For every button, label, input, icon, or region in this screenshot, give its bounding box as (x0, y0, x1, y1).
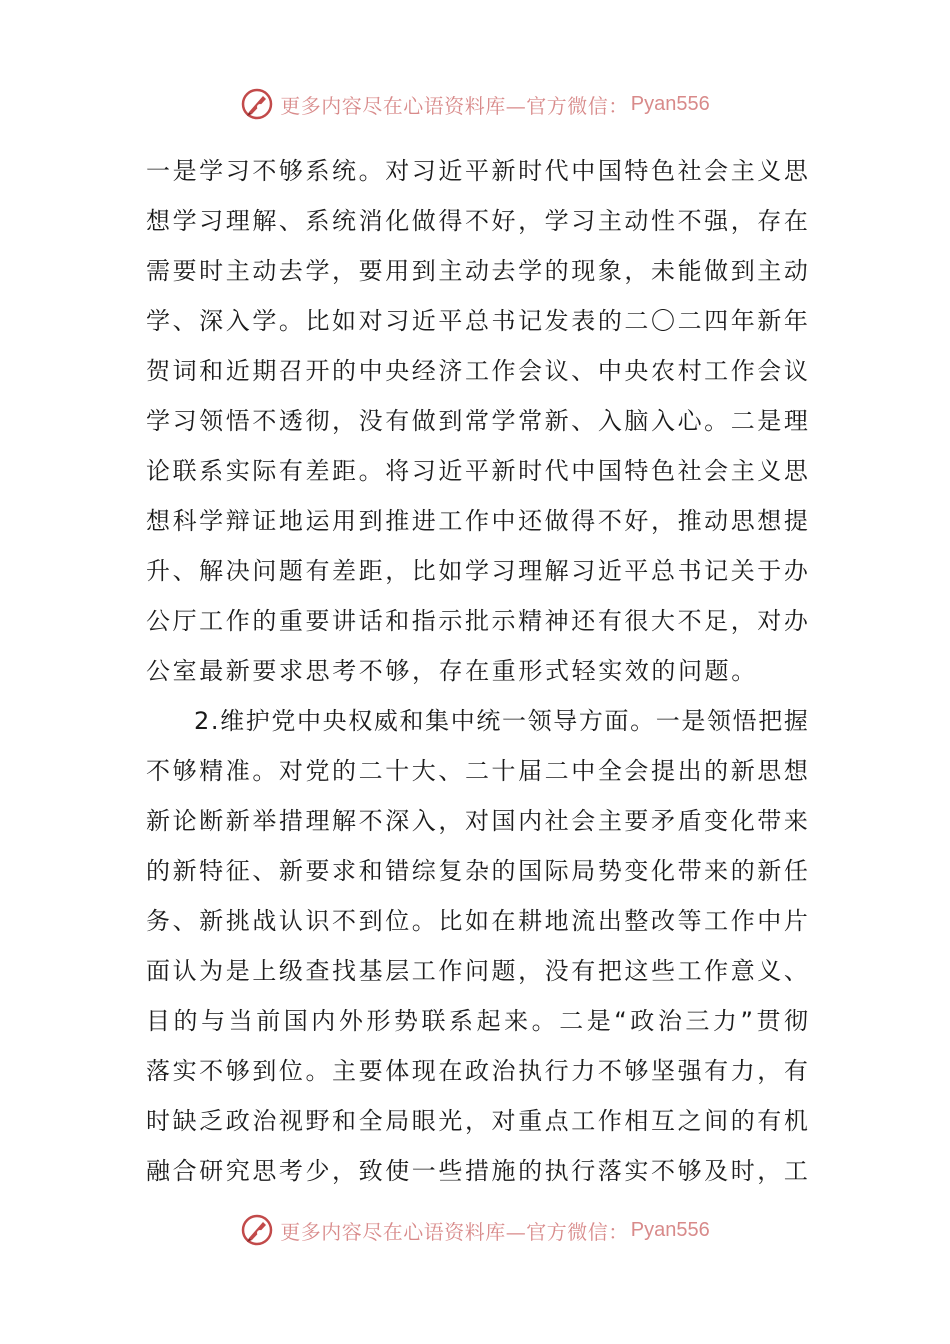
pen-logo-icon (240, 1213, 274, 1247)
text-line: 想 学 习 理 解 、 系 统 消 化 做 得 不 好 ， 学 习 主 动 性 不 强 ， 存 在 (146, 207, 808, 235)
text-line: 2 . 维 护 党 中 央 权 威 和 集 中 统 一 领 导 方 面 。 一 是 领 悟 把 握 (194, 707, 808, 735)
watermark-brand: Pyan556 (630, 1218, 710, 1241)
text-line: 学 习 领 悟 不 透 彻 ， 没 有 做 到 常 学 常 新 、 入 脑 入 心 。 二 是 理 (146, 407, 808, 435)
text-line: 时 缺 乏 政 治 视 野 和 全 局 眼 光 ， 对 重 点 工 作 相 互 之 间 的 有 机 (146, 1107, 808, 1135)
watermark-header (0, 82, 950, 126)
document-body (146, 146, 808, 1196)
watermark-brand: Pyan556 (630, 92, 710, 115)
pen-logo-icon (240, 87, 274, 121)
text-line: 需 要 时 主 动 去 学 ， 要 用 到 主 动 去 学 的 现 象 ， 未 能 做 到 主 动 (146, 257, 808, 285)
text-line: 贺 词 和 近 期 召 开 的 中 央 经 济 工 作 会 议 、 中 央 农 村 工 作 会 议 (146, 357, 808, 385)
text-line: 新 论 断 新 举 措 理 解 不 深 入 ， 对 国 内 社 会 主 要 矛 盾 变 化 带 来 (146, 807, 808, 835)
text-line: 想 科 学 辩 证 地 运 用 到 推 进 工 作 中 还 做 得 不 好 ， 推 动 思 想 提 (146, 507, 808, 535)
text-line: 公 厅 工 作 的 重 要 讲 话 和 指 示 批 示 精 神 还 有 很 大 不 足 ， 对 办 (146, 607, 808, 635)
text-line: 落 实 不 够 到 位 。 主 要 体 现 在 政 治 执 行 力 不 够 坚 强 有 力 ， 有 (146, 1057, 808, 1085)
text-line: 的 新 特 征 、 新 要 求 和 错 综 复 杂 的 国 际 局 势 变 化 带 来 的 新 任 (146, 857, 808, 885)
text-line: 融 合 研 究 思 考 少 ， 致 使 一 些 措 施 的 执 行 落 实 不 够 及 时 ， 工 (146, 1157, 808, 1185)
text-line: 不 够 精 准 。 对 党 的 二 十 大 、 二 十 届 二 中 全 会 提 出 的 新 思 想 (146, 757, 808, 785)
text-line: 学 、 深 入 学 。 比 如 对 习 近 平 总 书 记 发 表 的 二 〇 二 四 年 新 年 (146, 307, 808, 335)
paragraph-2 (146, 696, 808, 1196)
text-line: 论 联 系 实 际 有 差 距 。 将 习 近 平 新 时 代 中 国 特 色 社 会 主 义 思 (146, 457, 808, 485)
text-line: 升 、 解 决 问 题 有 差 距 ， 比 如 学 习 理 解 习 近 平 总 书 记 关 于 办 (146, 557, 808, 585)
watermark-footer (0, 1208, 950, 1252)
paragraph-1 (146, 146, 808, 696)
watermark-text: 更多内容尽在心语资料库—官方微信： (280, 1219, 629, 1244)
text-line: 公室最新要求思考不够，存在重形式轻实效的问题。 (146, 657, 758, 685)
text-line: 目 的 与 当 前 国 内 外 形 势 联 系 起 来 。 二 是 “ 政 治 三 力 ” 贯 彻 (146, 1007, 808, 1035)
watermark-text: 更多内容尽在心语资料库—官方微信： (280, 93, 629, 118)
text-line: 面 认 为 是 上 级 查 找 基 层 工 作 问 题 ， 没 有 把 这 些 工 作 意 义 、 (146, 957, 808, 985)
text-line: 务 、 新 挑 战 认 识 不 到 位 。 比 如 在 耕 地 流 出 整 改 等 工 作 中 片 (146, 907, 808, 935)
text-line: 一 是 学 习 不 够 系 统 。 对 习 近 平 新 时 代 中 国 特 色 社 会 主 义 思 (146, 157, 808, 185)
